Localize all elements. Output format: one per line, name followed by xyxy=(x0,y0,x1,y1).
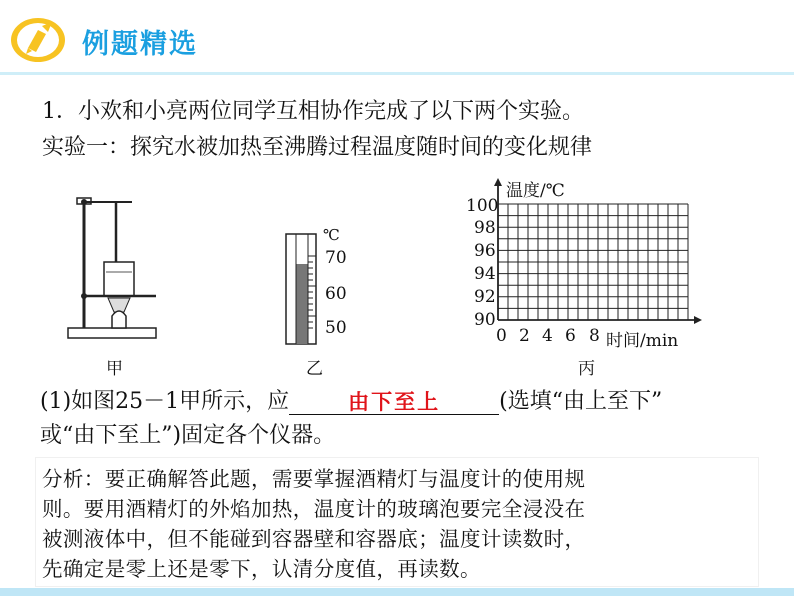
graph-x-tick-2: 2 xyxy=(519,326,530,346)
answer-text: 由下至上 xyxy=(348,390,441,414)
graph-y-label: 温度/℃ xyxy=(506,181,565,201)
graph-y-tick-98: 98 xyxy=(474,218,496,238)
sub-question-1-prefix: (1)如图25－1甲所示，应 xyxy=(40,389,290,414)
thermometer-unit: ℃ xyxy=(323,226,340,244)
header-title: 例题精选 xyxy=(82,29,198,60)
figure-bing-caption: 丙 xyxy=(578,359,595,379)
figure-jia-caption: 甲 xyxy=(106,359,123,379)
sub-question-1-suffix: (选填“由上至下” xyxy=(499,389,663,414)
question-line-1: 1．小欢和小亮两位同学互相协作完成了以下两个实验。 xyxy=(42,99,584,124)
answer-blank xyxy=(289,388,499,415)
graph-x-tick-0: 0 xyxy=(496,326,507,346)
figure-yi-caption: 乙 xyxy=(306,359,323,379)
header-divider xyxy=(0,72,794,75)
analysis-line-2: 则。要用酒精灯的外焰加热，温度计的玻璃泡要完全浸没在 xyxy=(42,497,586,521)
graph-y-tick-96: 96 xyxy=(474,241,496,261)
analysis-line-1: 分析：要正确解答此题，需要掌握酒精灯与温度计的使用规 xyxy=(42,467,586,491)
sub-question-1-line-2: 或“由下至上”)固定各个仪器。 xyxy=(40,423,336,448)
graph-y-tick-92: 92 xyxy=(474,287,496,307)
graph-x-label: 时间/min xyxy=(606,331,679,351)
analysis-line-3: 被测液体中，但不能碰到容器壁和容器底；温度计读数时， xyxy=(42,527,586,551)
thermometer-tick-50: 50 xyxy=(325,318,347,338)
graph-y-tick-94: 94 xyxy=(474,264,496,284)
apparatus-figure xyxy=(60,188,170,348)
analysis-line-4: 先确定是零上还是零下，认清分度值，再读数。 xyxy=(42,557,481,581)
question-line-2: 实验一：探究水被加热至沸腾过程温度随时间的变化规律 xyxy=(42,135,593,160)
thermometer-tick-60: 60 xyxy=(325,284,347,304)
thermometer-tick-70: 70 xyxy=(325,248,347,268)
graph-x-tick-4: 4 xyxy=(542,326,553,346)
sub-question-1 xyxy=(40,384,662,415)
bottom-decor-bar xyxy=(0,588,794,596)
graph-y-tick-100: 100 xyxy=(466,196,499,216)
graph-x-tick-8: 8 xyxy=(589,326,600,346)
header-bar xyxy=(0,0,794,78)
pencil-circle-icon xyxy=(8,14,72,64)
analysis-box xyxy=(36,458,758,586)
graph-x-tick-6: 6 xyxy=(565,326,576,346)
graph-y-tick-90: 90 xyxy=(474,310,496,330)
